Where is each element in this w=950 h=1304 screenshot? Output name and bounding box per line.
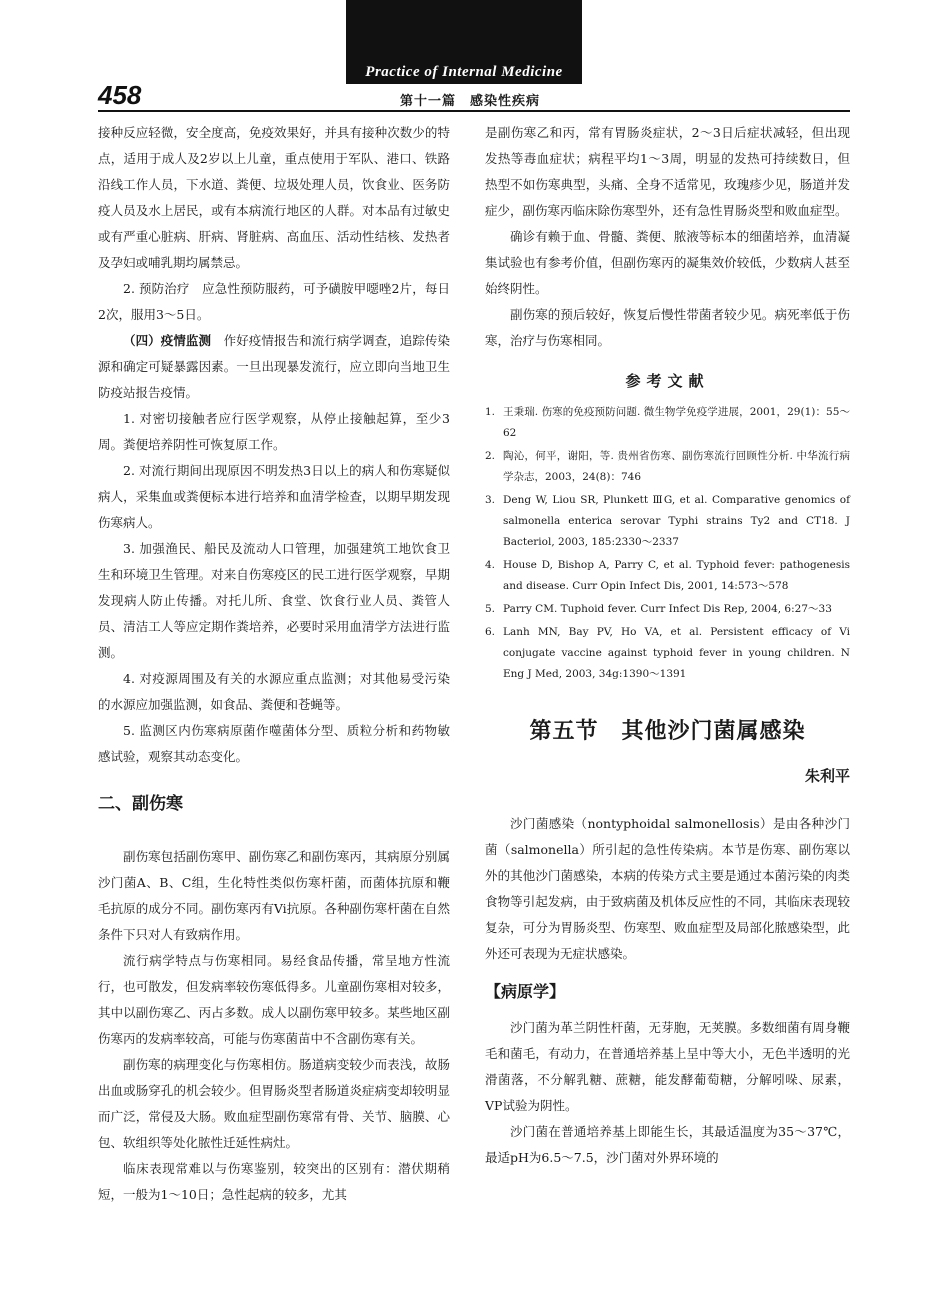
reference-number: 1. — [485, 406, 496, 418]
running-head: 第十一篇 感染性疾病 — [400, 94, 541, 109]
paragraph: 3. 加强渔民、船民及流动人口管理，加强建筑工地饮食卫生和环境卫生管理。对来自伤寒疫区的民工进行医学观察，早期发现病人防止传播。对托儿所、食堂、饮食行业人员、粪管人员、清洁工人等应定期作粪培养，必要时采用血清学方法进行监测。 — [98, 541, 450, 660]
header-rule — [98, 110, 850, 112]
reference-item — [485, 446, 850, 488]
subsection-heading: 二、副伤寒 — [98, 794, 183, 814]
paragraph: 5. 监测区内伤寒病原菌作噬菌体分型、质粒分析和药物敏感试验，观察其动态变化。 — [98, 723, 450, 764]
author-name: 朱利平 — [804, 767, 850, 785]
paragraph: 流行病学特点与伤寒相同。易经食品传播，常呈地方性流行，也可散发，但发病率较伤寒低得多。儿童副伤寒相对较多，其中以副伤寒乙、丙占多数。成人以副伤寒甲较多。某些地区副伤寒丙的发病率较高，可能与伤寒菌苗中不含副伤寒有关。 — [98, 953, 450, 1046]
reference-item — [485, 555, 850, 597]
reference-number: 2. — [485, 450, 496, 462]
etiology-heading: 【病原学】 — [485, 982, 566, 1001]
reference-text: Lanh MN, Bay PV, Ho VA, et al. Persistent efficacy of Vi conjugate vaccine against typhoid fever in young children. N Eng J Med, 2003, 34g:1390～1391 — [503, 626, 850, 680]
paragraph: 沙门菌为革兰阴性杆菌，无芽胞，无荚膜。多数细菌有周身鞭毛和菌毛，有动力，在普通培养基上呈中等大小，无色半透明的光滑菌落，不分解乳糖、蔗糖，能发酵葡萄糖，分解吲哚、尿素，VP试验为阴性。 — [485, 1020, 850, 1113]
page-number: 458 — [98, 80, 142, 110]
paragraph: 副伤寒的病理变化与伤寒相仿。肠道病变较少而表浅，故肠出血或肠穿孔的机会较少。但胃肠炎型者肠道炎症病变却较明显而广泛，常侵及大肠。败血症型副伤寒常有骨、关节、脑膜、心包、软组织等处化脓性迁延性病灶。 — [98, 1057, 450, 1150]
left-column — [98, 120, 450, 1208]
reference-text: 陶沁，何平，谢阳，等. 贵州省伤寒、副伤寒流行回顾性分析. 中华流行病学杂志，2003，24(8)：746 — [503, 450, 850, 483]
paragraph: 1. 对密切接触者应行医学观察，从停止接触起算，至少3周。粪便培养阴性可恢复原工作。 — [98, 411, 450, 452]
references-title: 参考文献 — [625, 372, 710, 390]
reference-number: 6. — [485, 626, 496, 638]
reference-item — [485, 622, 850, 685]
paragraph-label: （四）疫情监测 — [123, 333, 212, 348]
paragraph: 确诊有赖于血、骨髓、粪便、脓液等标本的细菌培养，血清凝集试验也有参考价值，但副伤寒丙的凝集效价较低，少数病人甚至始终阴性。 — [485, 229, 850, 296]
reference-text: House D, Bishop A, Parry C, et al. Typhoid fever: pathogenesis and disease. Curr Opin Infect Dis, 2001, 14:573～578 — [503, 559, 850, 592]
reference-number: 3. — [485, 494, 496, 506]
reference-number: 4. — [485, 559, 496, 571]
paragraph: 2. 对流行期间出现原因不明发热3日以上的病人和伤寒疑似病人，采集血或粪便标本进行培养和血清学检查，以期早期发现伤寒病人。 — [98, 463, 450, 530]
reference-item — [485, 490, 850, 553]
reference-item — [485, 402, 850, 444]
reference-item — [485, 599, 850, 620]
reference-text: 王秉瑞. 伤寒的免疫预防问题. 微生物学免疫学进展，2001，29(1)：55～62 — [503, 406, 850, 439]
paragraph: 接种反应轻微，安全度高，免疫效果好，并具有接种次数少的特点，适用于成人及2岁以上儿童，重点使用于军队、港口、铁路沿线工作人员，下水道、粪便、垃圾处理人员，饮食业、医务防疫人员及水上居民，或有本病流行地区的人群。对本品有过敏史或有严重心脏病、肝病、肾脏病、高血压、活动性结核、发热者及孕妇或哺乳期均属禁忌。 — [98, 125, 450, 270]
paragraph — [98, 328, 450, 406]
paragraph: 沙门菌在普通培养基上即能生长，其最适温度为35～37℃，最适pH为6.5～7.5，沙门菌对外界环境的 — [485, 1124, 850, 1165]
reference-text: Deng W, Liou SR, Plunkett ⅢG, et al. Comparative genomics of salmonella enterica serovar Typhi strains Ty2 and CT18. J Bacteriol, 2003, 185:2330～2337 — [503, 494, 850, 548]
reference-number: 5. — [485, 603, 496, 615]
paragraph: 沙门菌感染（nontyphoidal salmonellosis）是由各种沙门菌（salmonella）所引起的急性传染病。本节是伤寒、副伤寒以外的其他沙门菌感染，本病的传染方式主要是通过本菌污染的肉类食物等引起发病，由于致病菌及机体反应性的不同，其临床表现较复杂，可分为胃肠炎型、伤寒型、败血症型及局部化脓感染型，此外还可表现为无症状感染。 — [485, 816, 850, 961]
paragraph: 副伤寒的预后较好，恢复后慢性带菌者较少见。病死率低于伤寒，治疗与伤寒相同。 — [485, 307, 850, 348]
journal-banner-text: Practice of Internal Medicine — [365, 64, 563, 80]
paragraph: 2. 预防治疗 应急性预防服药，可予磺胺甲噁唑2片，每日2次，服用3～5日。 — [98, 281, 450, 322]
journal-banner — [346, 0, 582, 84]
paragraph: 副伤寒包括副伤寒甲、副伤寒乙和副伤寒丙，其病原分别属沙门菌A、B、C组，生化特性类似伤寒杆菌，而菌体抗原和鞭毛抗原的成分不同。副伤寒丙有Vi抗原。各种副伤寒杆菌在自然条件下只对人有致病作用。 — [98, 849, 450, 942]
section-title: 第五节 其他沙门菌属感染 — [529, 719, 806, 744]
references-list — [485, 402, 850, 685]
paragraph: 是副伤寒乙和丙，常有胃肠炎症状，2～3日后症状减轻，但出现发热等毒血症状；病程平均1～3周，明显的发热可持续数日，但热型不如伤寒典型，头痛、全身不适常见，玫瑰疹少见，肠道并发症少，副伤寒丙临床除伤寒型外，还有急性胃肠炎型和败血症型。 — [485, 125, 850, 218]
right-column — [485, 120, 850, 1171]
paragraph: 临床表现常难以与伤寒鉴别，较突出的区别有：潜伏期稍短，一般为1～10日；急性起病的较多，尤其 — [98, 1161, 450, 1202]
paragraph-text: 作好疫情报告和流行病学调查，追踪传染源和确定可疑暴露因素。一旦出现暴发流行，应立即向当地卫生防疫站报告疫情。 — [98, 333, 450, 400]
paragraph: 4. 对疫源周围及有关的水源应重点监测；对其他易受污染的水源应加强监测，如食品、粪便和苍蝇等。 — [98, 671, 450, 712]
reference-text: Parry CM. Tuphoid fever. Curr Infect Dis Rep, 2004, 6:27～33 — [503, 603, 832, 615]
